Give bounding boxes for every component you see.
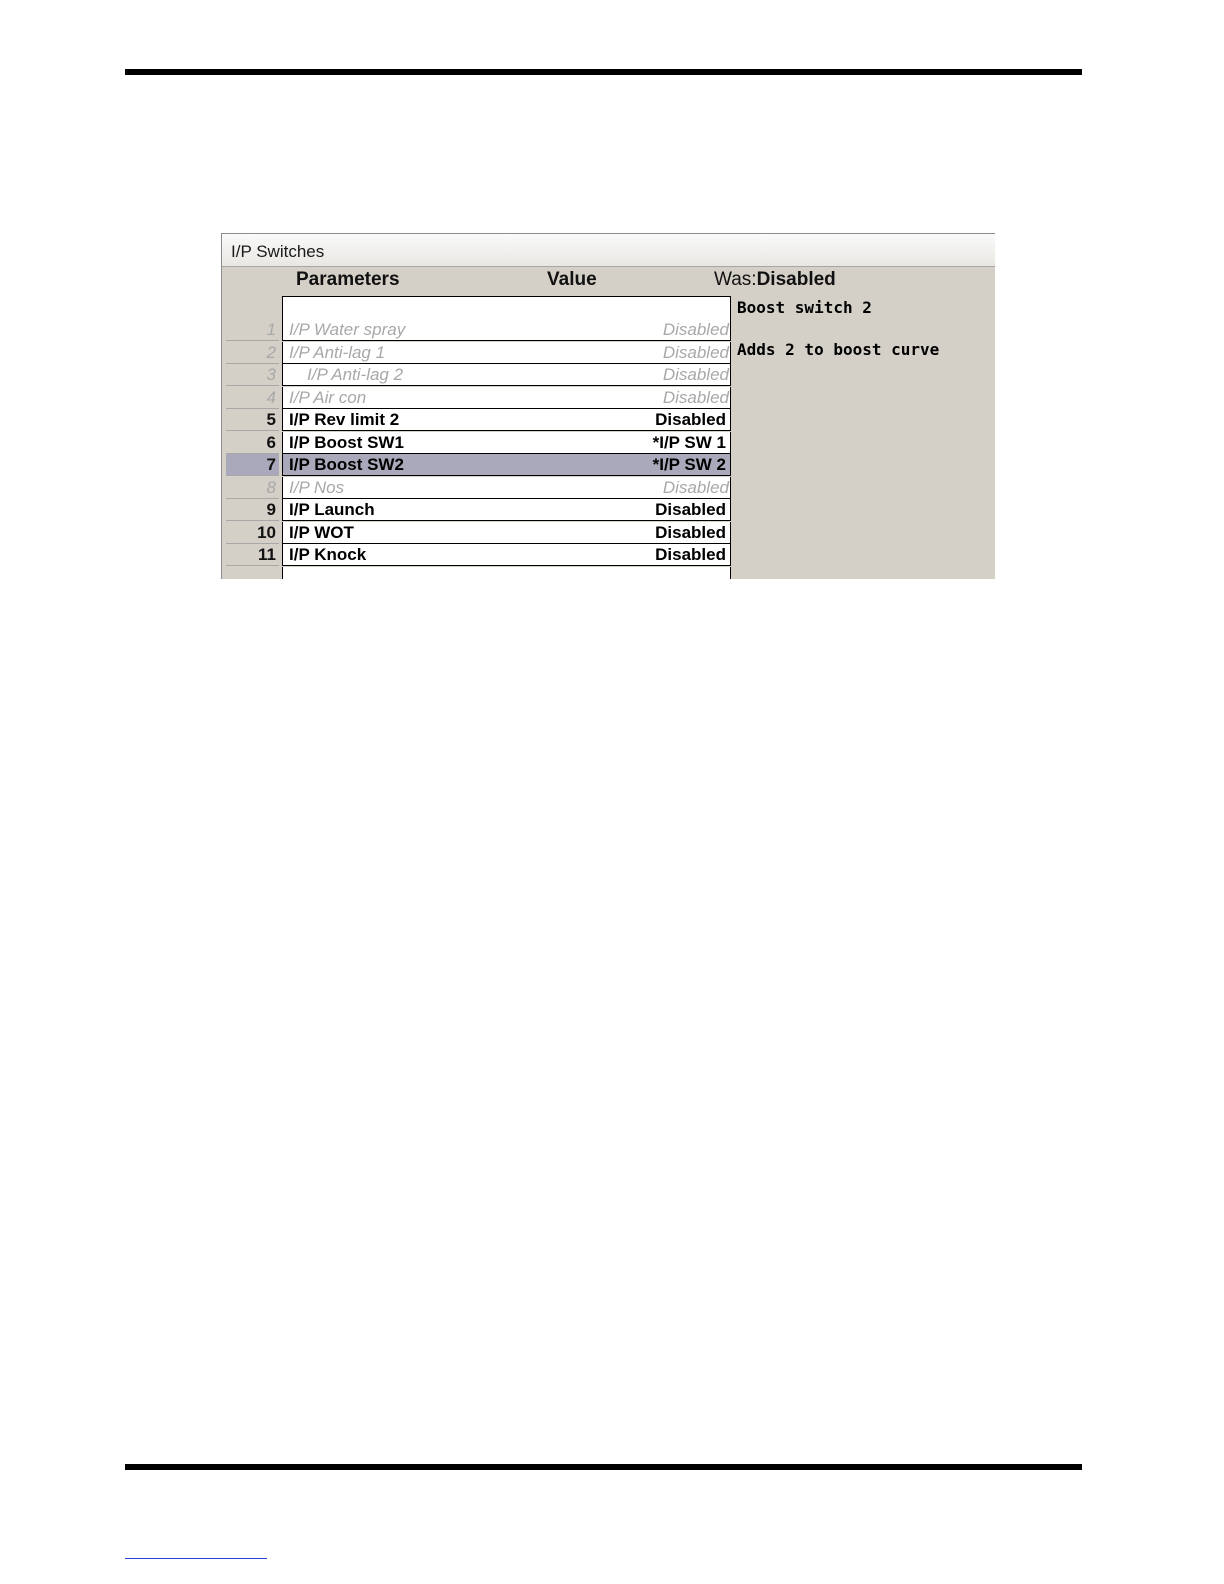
parameter-row[interactable] xyxy=(222,387,732,409)
top-rule xyxy=(125,69,1082,75)
parameter-value: Disabled xyxy=(662,365,729,384)
description-text: Adds 2 to boost curve xyxy=(737,340,940,359)
parameter-value: Disabled xyxy=(662,477,729,497)
row-number-label: 8 xyxy=(266,477,276,497)
row-number xyxy=(226,364,279,386)
parameter-row[interactable] xyxy=(222,409,732,431)
row-number-label: 9 xyxy=(266,500,276,519)
parameter-cell[interactable] xyxy=(282,364,731,386)
parameter-row[interactable] xyxy=(222,454,732,476)
row-number xyxy=(226,477,279,499)
parameter-cell[interactable] xyxy=(282,387,731,409)
parameter-name: I/P Anti-lag 2 xyxy=(307,365,404,384)
row-number xyxy=(226,499,279,521)
row-number-label: 3 xyxy=(266,365,276,384)
row-number xyxy=(226,567,279,580)
window-titlebar xyxy=(222,234,995,267)
parameter-value: Disabled xyxy=(655,410,726,429)
row-number-label: 7 xyxy=(266,455,276,474)
parameter-name: I/P Anti-lag 1 xyxy=(289,342,386,362)
parameter-value: Disabled xyxy=(655,545,726,564)
ip-switches-window xyxy=(221,233,995,579)
window-title: I/P Switches xyxy=(231,242,325,261)
row-number xyxy=(226,387,279,409)
parameter-value: Disabled xyxy=(662,320,729,339)
value-column-header: Value xyxy=(547,269,597,290)
parameter-value: Disabled xyxy=(655,522,726,542)
parameter-row[interactable] xyxy=(222,544,732,566)
row-number xyxy=(226,432,279,454)
parameter-value: Disabled xyxy=(662,387,729,407)
parameter-value: *I/P SW 2 xyxy=(652,455,726,474)
parameter-cell[interactable] xyxy=(282,454,731,476)
parameters-column-header: Parameters xyxy=(296,269,400,290)
parameter-value: Disabled xyxy=(662,342,729,362)
row-number xyxy=(226,544,279,566)
row-number-label: 5 xyxy=(266,410,276,429)
parameter-name: I/P Boost SW2 xyxy=(289,455,404,474)
grid-empty-row xyxy=(222,567,732,580)
row-number xyxy=(226,319,279,341)
parameter-name: I/P Water spray xyxy=(289,320,406,339)
row-number-label: 6 xyxy=(266,432,276,452)
parameter-name: I/P Nos xyxy=(289,477,345,497)
parameter-name: I/P WOT xyxy=(289,522,354,542)
footer-link-underline xyxy=(125,1558,267,1559)
was-prefix: Was: xyxy=(714,269,757,290)
parameter-cell[interactable] xyxy=(282,409,731,431)
row-number-label: 11 xyxy=(258,545,276,564)
parameter-cell[interactable] xyxy=(282,499,731,521)
parameter-cell[interactable] xyxy=(282,319,731,341)
parameter-cell[interactable] xyxy=(282,432,731,454)
parameter-row[interactable] xyxy=(222,342,732,364)
parameter-cell[interactable] xyxy=(282,522,731,544)
parameter-name: I/P Launch xyxy=(289,500,375,519)
parameter-row[interactable] xyxy=(222,477,732,499)
row-number xyxy=(226,409,279,431)
parameter-row[interactable] xyxy=(222,499,732,521)
was-value: Disabled xyxy=(756,269,836,290)
parameter-row[interactable] xyxy=(222,522,732,544)
row-number xyxy=(226,454,279,476)
parameter-value: Disabled xyxy=(655,500,726,519)
row-number xyxy=(226,522,279,544)
parameter-cell[interactable] xyxy=(282,544,731,566)
row-number xyxy=(226,342,279,364)
parameter-value: *I/P SW 1 xyxy=(652,432,726,452)
parameter-cell[interactable] xyxy=(282,342,731,364)
grid-edit-row xyxy=(222,296,732,318)
grid-edit-cell[interactable] xyxy=(282,296,731,320)
row-number-label: 2 xyxy=(266,342,276,362)
row-number-label: 10 xyxy=(257,522,276,542)
description-title: Boost switch 2 xyxy=(737,298,872,317)
row-number-label: 4 xyxy=(266,387,276,407)
parameter-row[interactable] xyxy=(222,319,732,341)
parameter-row[interactable] xyxy=(222,364,732,386)
parameter-name: I/P Rev limit 2 xyxy=(289,410,400,429)
parameter-name: I/P Air con xyxy=(289,387,367,407)
parameter-cell[interactable] xyxy=(282,477,731,499)
parameter-name: I/P Boost SW1 xyxy=(289,432,404,452)
parameter-row[interactable] xyxy=(222,432,732,454)
bottom-rule xyxy=(125,1464,1082,1470)
row-number-label: 1 xyxy=(266,320,276,339)
was-value-indicator xyxy=(714,269,836,291)
grid-empty-cell[interactable] xyxy=(282,567,731,580)
parameter-name: I/P Knock xyxy=(289,545,367,564)
